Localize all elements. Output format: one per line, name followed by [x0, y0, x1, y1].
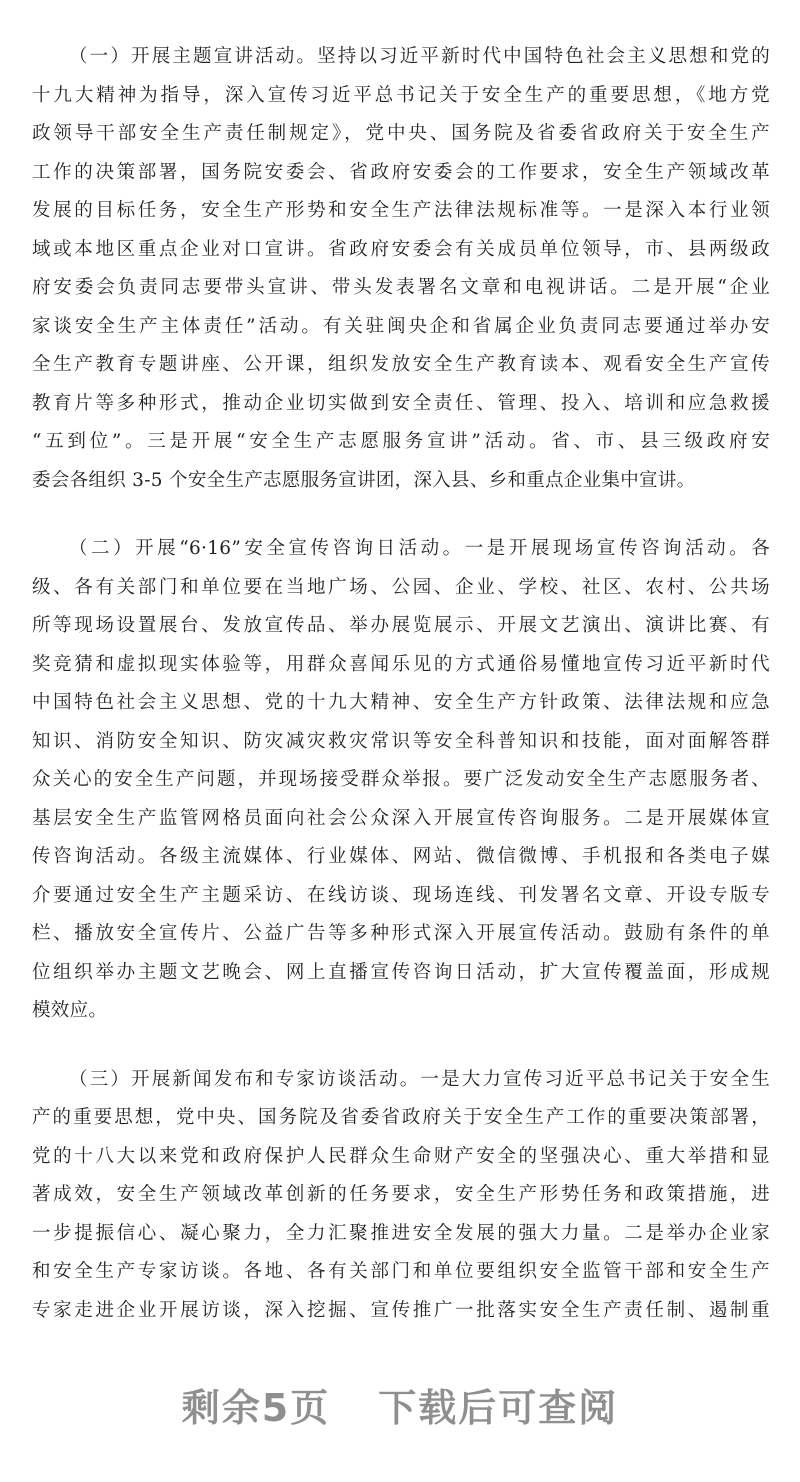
- remaining-pages-label: 剩余5页: [181, 1386, 331, 1430]
- text-line: 一步提振信心、凝心聚力，全力汇聚推进安全发展的强大力量。二是举办企业家: [32, 1222, 770, 1244]
- text-line: 委会各组织 3-5 个安全生产志愿服务宣讲团，深入县、乡和重点企业集中宣讲。: [32, 469, 696, 491]
- text-line: 工作的决策部署，国务院安委会、省政府安委会的工作要求，安全生产领域改革: [32, 161, 770, 183]
- paragraph-2: [32, 530, 770, 1031]
- text-line: 中国特色社会主义思想、党的十九大精神、安全生产方针政策、法律法规和应急: [32, 692, 770, 713]
- download-to-view-label: 下载后可查阅: [378, 1386, 619, 1430]
- text-line: 众关心的安全生产问题，并现场接受群众举报。要广泛发动安全生产志愿服务者、: [32, 769, 770, 790]
- text-line: 政领导干部安全生产责任制规定》，党中央、国务院及省委省政府关于安全生产: [32, 123, 770, 144]
- text-line: 专家走进企业开展访谈，深入挖掘、宣传推广一批落实安全生产责任制、遏制重: [32, 1299, 770, 1321]
- text-line: 著成效，安全生产领域改革创新的任务要求，安全生产形势任务和政策措施，进: [32, 1184, 770, 1205]
- text-line: 知识、消防安全知识、防灾减灾救灾常识等安全科普知识和技能，面对面解答群: [32, 730, 770, 752]
- text-line: 党的十八大以来党和政府保护人民群众生命财产安全的坚强决心、重大举措和显: [32, 1145, 770, 1167]
- text-line: 传咨询活动。各级主流媒体、行业媒体、网站、微信微博、手机报和各类电子媒: [32, 846, 770, 867]
- text-line: 奖竞猜和虚拟现实体验等，用群众喜闻乐见的方式通俗易懂地宣传习近平新时代: [32, 653, 770, 675]
- text-line: 十九大精神为指导，深入宣传习近平总书记关于安全生产的重要思想，《地方党: [32, 84, 770, 106]
- paragraph-3: [32, 1061, 770, 1331]
- text-line: 位组织举办主题文艺晚会、网上直播宣传咨询日活动，扩大宣传覆盖面，形成规: [32, 961, 770, 983]
- paragraph-1: [32, 38, 770, 500]
- text-line: 栏、播放安全宣传片、公益广告等多种形式深入开展宣传活动。鼓励有条件的单: [32, 923, 770, 944]
- text-line: （二）开展“6·16”安全宣传咨询日活动。一是开展现场宣传咨询活动。各: [69, 538, 770, 559]
- text-line: （三）开展新闻发布和专家访谈活动。一是大力宣传习近平总书记关于安全生: [69, 1068, 770, 1090]
- text-line: （一）开展主题宣讲活动。坚持以习近平新时代中国特色社会主义思想和党的: [69, 46, 770, 67]
- text-line: 域或本地区重点企业对口宣讲。省政府安委会有关成员单位领导，市、县两级政: [32, 238, 770, 260]
- paragraph-gap: [32, 1031, 770, 1061]
- text-line: 基层安全生产监管网格员面向社会公众深入开展宣传咨询服务。二是开展媒体宣: [32, 807, 770, 829]
- text-line: 发展的目标任务，安全生产形势和安全生产法律法规标准等。一是深入本行业领: [32, 200, 770, 221]
- text-line: 教育片等多种形式，推动企业切实做到安全责任、管理、投入、培训和应急救援: [32, 392, 770, 414]
- paragraph-gap: [32, 500, 770, 530]
- text-line: 产的重要思想，党中央、国务院及省委省政府关于安全生产工作的重要决策部署，: [32, 1107, 770, 1128]
- text-line: 府安委会负责同志要带头宣讲、带头发表署名文章和电视讲话。二是开展“企业: [32, 277, 770, 298]
- text-line: 级、各有关部门和单位要在当地广场、公园、企业、学校、社区、农村、公共场: [32, 576, 770, 598]
- text-line: 所等现场设置展台、发放宣传品、举办展览展示、开展文艺演出、演讲比赛、有: [32, 615, 770, 636]
- text-line: “五到位”。三是开展“安全生产志愿服务宣讲”活动。省、市、县三级政府安: [32, 431, 770, 452]
- text-line: 介要通过安全生产主题采访、在线访谈、现场连线、刊发署名文章、开设专版专: [32, 884, 770, 906]
- download-prompt[interactable]: [0, 1378, 800, 1438]
- text-line: 家谈安全生产主体责任”活动。有关驻闽央企和省属企业负责同志要通过举办安: [32, 315, 770, 337]
- text-line: 和安全生产专家访谈。各地、各有关部门和单位要组织安全监管干部和安全生产: [32, 1261, 770, 1282]
- text-line: 模效应。: [32, 1000, 108, 1021]
- text-line: 全生产教育专题讲座、公开课，组织发放安全生产教育读本、观看安全生产宣传: [32, 354, 770, 375]
- document-body: [32, 38, 770, 1330]
